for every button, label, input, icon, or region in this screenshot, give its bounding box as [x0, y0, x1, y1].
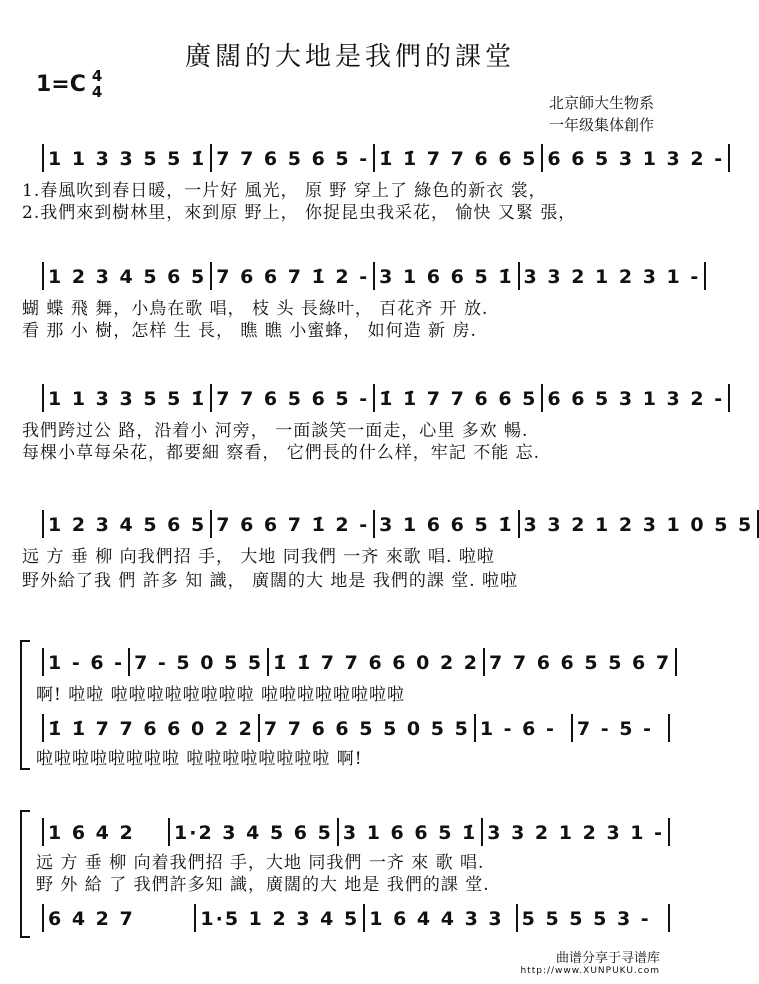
- notation-row-6a: [42, 818, 670, 846]
- notation-row-6b: [42, 904, 670, 932]
- key-signature: [36, 68, 102, 100]
- measure: 6 6 5 3 1 3 2 -: [543, 384, 730, 412]
- key-label: 1=C: [36, 71, 86, 97]
- lyric-line: 野外給了我 們 許多 知 識， 廣闊的大 地是 我們的課 堂. 啦啦: [22, 571, 519, 591]
- lyric-line: 每棵小草每朵花，都要細 察看， 它們長的什么样，牢記 不能 忘.: [22, 443, 541, 463]
- measure: 7 7 6 6 5 5 0 5 5: [260, 714, 476, 742]
- watermark: [520, 947, 660, 976]
- measure: 1 - 6 -: [42, 648, 130, 676]
- measure: 1 2 3 4 5 6 5: [42, 510, 212, 538]
- lyric-line: 啊! 啦啦 啦啦啦啦啦啦啦啦 啦啦啦啦啦啦啦啦: [36, 685, 406, 705]
- lyric-line: 2.我們來到樹林里，來到原 野上， 你捉昆虫我采花， 愉快 又緊 張，: [22, 203, 577, 223]
- credit-line-2: 一年级集体創作: [548, 116, 654, 134]
- measure: 3 1 6 6 5 1̇: [375, 262, 519, 290]
- measure: 1 6 4 4 3 3: [365, 904, 517, 932]
- notation-row-4: [42, 510, 754, 538]
- system-bracket: [20, 640, 30, 770]
- measure: 7 6 6 7 1̇ 2 -: [212, 262, 375, 290]
- measure: 1̇ 1̇ 7 7 6 6 0 2 2: [42, 714, 260, 742]
- measure: 7 7 6 5 6 5 -: [212, 384, 375, 412]
- measure: 1 6 4 2: [42, 818, 170, 846]
- measure: 1 1 3 3 5 5 1̇: [42, 384, 212, 412]
- lyric-line: 我們跨过公 路，沿着小 河旁， 一面談笑一面走，心里 多欢 暢.: [22, 421, 529, 441]
- notation-row-1: [42, 144, 725, 172]
- measure: 3 1 6 6 5 1̇: [375, 510, 519, 538]
- measure: 1 - 6 -: [476, 714, 573, 742]
- measure: 1̇ 1̇ 7 7 6 6 5: [375, 384, 543, 412]
- notation-row-3: [42, 384, 725, 412]
- watermark-text: 曲谱分享于寻谱库: [555, 951, 660, 966]
- measure: 1̇ 1̇ 7 7 6 6 0 2 2: [269, 648, 485, 676]
- credits: [549, 92, 654, 136]
- measure: 7 - 5 -: [573, 714, 670, 742]
- song-title: 廣闊的大地是我們的課堂: [184, 42, 515, 72]
- measure: 1̇ 1̇ 7 7 6 6 5: [375, 144, 543, 172]
- time-top: 4: [91, 67, 103, 85]
- notation-row-2: [42, 262, 701, 290]
- measure: 3 3 2 1 2 3 1 -: [483, 818, 670, 846]
- measure: 1 2 3 4 5 6 5: [42, 262, 212, 290]
- time-bottom: 4: [91, 83, 103, 101]
- measure: 7 6 6 7 1̇ 2 -: [212, 510, 375, 538]
- measure: 7 7 6 5 6 5 -: [212, 144, 375, 172]
- measure: 1 1 3 3 5 5 1̇: [42, 144, 212, 172]
- lyric-line: 啦啦啦啦啦啦啦啦 啦啦啦啦啦啦啦啦 啊!: [36, 749, 363, 769]
- measure: 1·5 1 2 3 4 5: [196, 904, 365, 932]
- lyric-line: 远 方 垂 柳 向着我們招 手，大地 同我們 一齐 來 歌 唱.: [36, 853, 485, 873]
- notation-row-5b: [42, 714, 670, 742]
- measure: 3 1 6 6 5 1̇: [339, 818, 483, 846]
- measure: 6 4 2 7: [42, 904, 196, 932]
- measure: 7 7 6 6 5 5 6 7: [485, 648, 677, 676]
- system-bracket: [20, 810, 30, 938]
- measure: 5 5 5 5 3 -: [518, 904, 670, 932]
- measure: 3 3 2 1 2 3 1 -: [520, 262, 707, 290]
- lyric-line: 看 那 小 樹，怎样 生 長， 瞧 瞧 小蜜蜂， 如何造 新 房.: [22, 321, 477, 341]
- notation-row-5a: [42, 648, 670, 676]
- measure: 1·2 3 4 5 6 5: [170, 818, 339, 846]
- measure: 7 - 5 0 5 5: [130, 648, 269, 676]
- lyric-line: 野 外 給 了 我們許多知 識，廣闊的大 地是 我們的課 堂.: [36, 875, 490, 895]
- watermark-url: http://www.XUNPUKU.com: [520, 966, 660, 976]
- time-signature: [92, 68, 102, 100]
- lyric-line: 1.春風吹到春日暖，一片好 風光， 原 野 穿上了 綠色的新衣 裳，: [22, 181, 547, 201]
- lyric-line: 蝴 蝶 飛 舞，小鳥在歌 唱， 枝 头 長綠叶， 百花齐 开 放.: [22, 299, 489, 319]
- measure: 3 3 2 1 2 3 1 0 5 5: [520, 510, 759, 538]
- measure: 6 6 5 3 1 3 2 -: [543, 144, 730, 172]
- credit-line-1: 北京師大生物系: [548, 94, 654, 112]
- lyric-line: 远 方 垂 柳 向我們招 手， 大地 同我們 一齐 來歌 唱. 啦啦: [22, 547, 495, 567]
